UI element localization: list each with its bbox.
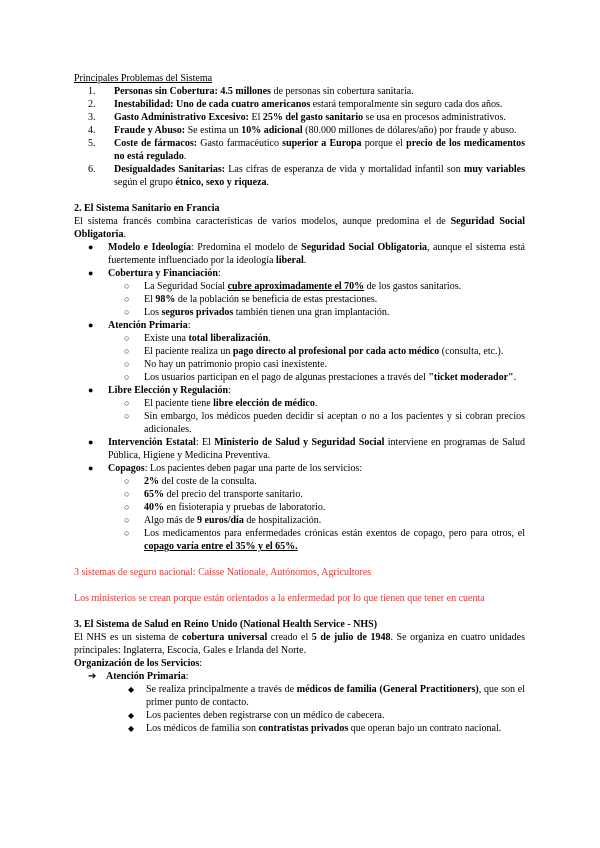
sub-item: ○ Los seguros privados también tienen una gran implantación. — [124, 307, 390, 318]
bullet-icon: ● — [88, 320, 94, 330]
red-note-2: Los ministerios se crean porque están orientados a la enfermedad por lo que tienen que tener en cuenta — [74, 593, 485, 604]
circle-bullet-icon: ○ — [124, 294, 130, 304]
sub-item: ○ Existe una total liberalización. — [124, 333, 271, 344]
diamond-bullet-icon: ◆ — [128, 724, 135, 733]
list-item-intervencion: ● Intervención Estatal: El Ministerio de Salud y Seguridad Social interviene en programas de Salud Pública, Higiene y Medicina Preventiva. — [88, 437, 525, 461]
circle-bullet-icon: ○ — [124, 307, 130, 317]
sub-item: ○ El paciente tiene libre elección de médico. — [124, 398, 318, 409]
list-item-copagos: ● Copagos: Los pacientes deben pagar una parte de los servicios: ○ 2% del coste de la consulta. ○ 65% del precio del transporte sanitario. ○ 40% en fisioterapia y pruebas de laboratorio. ○ Algo más de 9 euros/día de hospitalización. ○ Los medicamentos para enfermedades crónicas están exentos de copago, pero para otros, el copago varía entre el 35% y el 65%. — [88, 463, 525, 552]
sub-item: ◆ Los médicos de familia son contratistas privados que operan bajo un contrato nacional. — [128, 723, 502, 734]
section2-intro: El sistema francés combina características de varios modelos, aunque predomina el de Seguridad Social Obligatoria. — [74, 216, 525, 240]
list-item: 3. Gasto Administrativo Excesivo: El 25% del gasto sanitario se usa en procesos administrativos. — [88, 112, 506, 123]
sub-item: ◆ Los pacientes deben registrarse con un médico de cabecera. — [128, 710, 385, 721]
sub-item: ○ El paciente realiza un pago directo al profesional por cada acto médico (consulta, etc.). — [124, 346, 504, 357]
sub-item: ○ Algo más de 9 euros/día de hospitalización. — [124, 515, 322, 526]
list-item-libre: ● Libre Elección y Regulación: ○ El paciente tiene libre elección de médico. ○ Sin embargo, los médicos pueden decidir si aceptan o no a los pacientes y si cobran precios adicionales. — [88, 385, 525, 435]
sub-item: ○ No hay un patrimonio propio casi inexistente. — [124, 359, 328, 370]
problems-list — [74, 85, 525, 189]
circle-bullet-icon: ○ — [124, 515, 130, 525]
list-item-atencion-uk: ➔ Atención Primaria: ◆ Se realiza principalmente a través de médicos de familia (General Practitioners), que son el primer punto de contacto. ◆ Los pacientes deben registrarse con un médico de cabecera. ◆ Los médicos de familia son contratistas privados que operan bajo un contrato nacional. — [88, 671, 526, 734]
list-item: 5. Coste de fármacos: Gasto farmacéutico superior a Europa porque el precio de los medicamentos no está regulado. — [88, 138, 525, 162]
sub-item: ○ 65% del precio del transporte sanitario. — [124, 489, 303, 500]
uk-list — [74, 670, 525, 735]
bullet-icon: ● — [88, 437, 94, 447]
list-item: 4. Fraude y Abuso: Se estima un 10% adicional (80.000 millones de dólares/año) por fraude y abuso. — [88, 125, 517, 136]
sub-item: ○ Los usuarios participan en el pago de algunas prestaciones a través del "ticket moderador". — [124, 372, 517, 383]
circle-bullet-icon: ○ — [124, 333, 130, 343]
list-item: 2. Inestabilidad: Uno de cada cuatro americanos estará temporalmente sin seguro cada dos años. — [88, 99, 503, 110]
section3-intro: El NHS es un sistema de cobertura universal creado el 5 de julio de 1948. Se organiza en cuatro unidades principales: Inglaterra, Escocia, Gales e Irlanda del Norte. — [74, 632, 525, 656]
arrow-right-icon: ➔ — [88, 671, 97, 682]
circle-bullet-icon: ○ — [124, 411, 130, 421]
bullet-icon: ● — [88, 463, 94, 473]
list-item: 1. Personas sin Cobertura: 4.5 millones de personas sin cobertura sanitaria. — [88, 86, 414, 97]
bullet-icon: ● — [88, 385, 94, 395]
list-item-cobertura: ● Cobertura y Financiación: ○ La Seguridad Social cubre aproximadamente el 70% de los gastos sanitarios. ○ El 98% de la población se beneficia de estas prestaciones. ○ Los seguros privados también tienen una gran implantación. — [74, 267, 525, 319]
circle-bullet-icon: ○ — [124, 398, 130, 408]
circle-bullet-icon: ○ — [124, 359, 130, 369]
section1-title: Principales Problemas del Sistema — [74, 73, 213, 84]
sub-item: ○ Sin embargo, los médicos pueden decidir si aceptan o no a los pacientes y si cobran precios adicionales. — [124, 411, 525, 435]
sub-item: ○ 40% en fisioterapia y pruebas de laboratorio. — [124, 502, 326, 513]
circle-bullet-icon: ○ — [124, 502, 130, 512]
bullet-icon: ● — [88, 268, 94, 278]
diamond-bullet-icon: ◆ — [128, 711, 135, 720]
list-item: 6. Desigualdades Sanitarias: Las cifras de esperanza de vida y mortalidad infantil son muy variables según el grupo étnico, sexo y riqueza. — [88, 164, 526, 188]
sub-item: ◆ Se realiza principalmente a través de médicos de familia (General Practitioners), que son el primer punto de contacto. — [128, 684, 526, 708]
sub-item: ○ Los medicamentos para enfermedades crónicas están exentos de copago, pero para otros, el copago varía entre el 35% y el 65%. — [124, 528, 525, 552]
list-item-modelo: ● Modelo e Ideología: Predomina el modelo de Seguridad Social Obligatoria, aunque el sistema está fuertemente influenciado por la ideología liberal. — [88, 242, 525, 266]
section2-title: 2. El Sistema Sanitario en Francia — [74, 203, 220, 214]
red-note-1: 3 sistemas de seguro nacional: Caisse Nationale, Autónomos, Agricultores — [74, 567, 372, 578]
section3-title: 3. El Sistema de Salud en Reino Unido (National Health Service - NHS) — [74, 619, 378, 630]
list-item-atencion: ● Atención Primaria: ○ Existe una total liberalización. ○ El paciente realiza un pago directo al profesional por cada acto médico (consulta, etc.). ○ No hay un patrimonio propio casi inexistente. ○ Los usuarios participan en el pago de algunas prestaciones a través del "ticket moderador". — [74, 319, 525, 384]
sub-item: ○ El 98% de la población se beneficia de estas prestaciones. — [124, 294, 378, 305]
circle-bullet-icon: ○ — [124, 281, 130, 291]
section3-org: Organización de los Servicios: — [74, 658, 203, 669]
circle-bullet-icon: ○ — [124, 476, 130, 486]
sub-item: ○ La Seguridad Social cubre aproximadamente el 70% de los gastos sanitarios. — [124, 281, 462, 292]
circle-bullet-icon: ○ — [124, 372, 130, 382]
circle-bullet-icon: ○ — [124, 346, 130, 356]
bullet-icon: ● — [88, 242, 94, 252]
circle-bullet-icon: ○ — [124, 489, 130, 499]
diamond-bullet-icon: ◆ — [128, 685, 135, 694]
circle-bullet-icon: ○ — [124, 528, 130, 538]
sub-item: ○ 2% del coste de la consulta. — [124, 476, 257, 487]
france-list — [74, 241, 525, 553]
